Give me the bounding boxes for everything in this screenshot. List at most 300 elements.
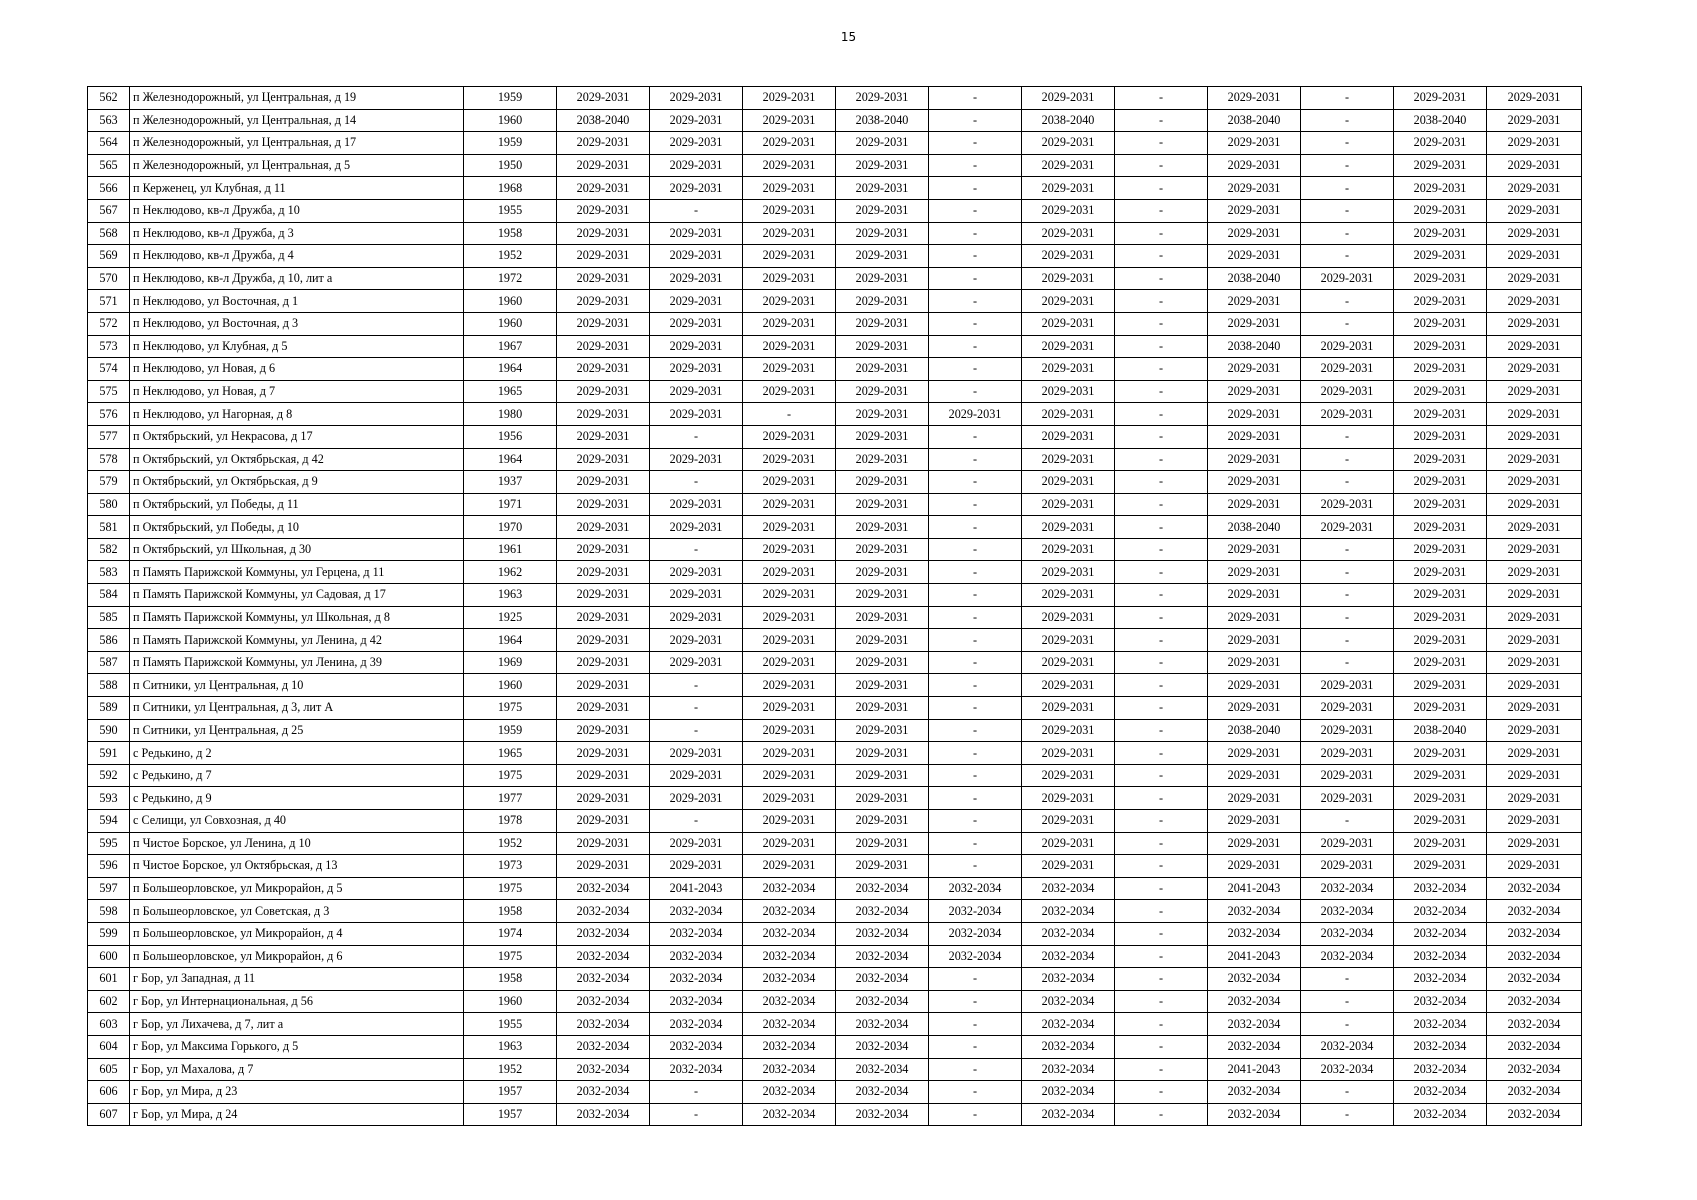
period-cell-8: 2041-2043 (1208, 877, 1301, 900)
period-cell-8: 2032-2034 (1208, 990, 1301, 1013)
period-cell-2: 2029-2031 (650, 651, 743, 674)
period-cell-7: - (1115, 154, 1208, 177)
period-cell-8: 2029-2031 (1208, 606, 1301, 629)
period-cell-9: - (1301, 199, 1394, 222)
period-cell-1: 2032-2034 (557, 922, 650, 945)
period-cell-10: 2029-2031 (1394, 764, 1487, 787)
period-cell-10: 2029-2031 (1394, 471, 1487, 494)
period-cell-8: 2029-2031 (1208, 471, 1301, 494)
period-cell-11: 2029-2031 (1487, 697, 1582, 720)
table-row (88, 358, 1582, 381)
row-number-cell: 568 (88, 222, 130, 245)
period-cell-3: 2029-2031 (743, 584, 836, 607)
address-cell: п Неклюдово, ул Клубная, д 5 (130, 335, 464, 358)
period-cell-6: 2029-2031 (1022, 516, 1115, 539)
period-cell-1: 2029-2031 (557, 493, 650, 516)
row-number-cell: 571 (88, 290, 130, 313)
address-cell: п Неклюдово, кв-л Дружба, д 10, лит а (130, 267, 464, 290)
row-number-cell: 596 (88, 855, 130, 878)
period-cell-7: - (1115, 538, 1208, 561)
period-cell-9: - (1301, 425, 1394, 448)
period-cell-3: 2029-2031 (743, 132, 836, 155)
period-cell-3: 2032-2034 (743, 1013, 836, 1036)
period-cell-5: - (929, 448, 1022, 471)
build-year-cell: 1958 (464, 900, 557, 923)
address-cell: п Октябрьский, ул Октябрьская, д 42 (130, 448, 464, 471)
period-cell-6: 2029-2031 (1022, 561, 1115, 584)
period-cell-3: 2032-2034 (743, 968, 836, 991)
address-cell: п Память Парижской Коммуны, ул Садовая, д 17 (130, 584, 464, 607)
period-cell-7: - (1115, 312, 1208, 335)
build-year-cell: 1960 (464, 312, 557, 335)
build-year-cell: 1955 (464, 1013, 557, 1036)
period-cell-6: 2029-2031 (1022, 493, 1115, 516)
period-cell-11: 2029-2031 (1487, 403, 1582, 426)
build-year-cell: 1960 (464, 674, 557, 697)
period-cell-2: 2032-2034 (650, 1035, 743, 1058)
period-cell-8: 2029-2031 (1208, 810, 1301, 833)
period-cell-4: 2032-2034 (836, 1081, 929, 1104)
period-cell-4: 2029-2031 (836, 764, 929, 787)
period-cell-2: 2029-2031 (650, 177, 743, 200)
period-cell-6: 2029-2031 (1022, 810, 1115, 833)
period-cell-11: 2029-2031 (1487, 584, 1582, 607)
build-year-cell: 1964 (464, 629, 557, 652)
period-cell-3: 2029-2031 (743, 855, 836, 878)
address-cell: г Бор, ул Мира, д 23 (130, 1081, 464, 1104)
row-number-cell: 589 (88, 697, 130, 720)
period-cell-9: - (1301, 87, 1394, 110)
period-cell-11: 2032-2034 (1487, 1103, 1582, 1126)
table-body (88, 87, 1582, 1126)
period-cell-11: 2029-2031 (1487, 674, 1582, 697)
period-cell-6: 2032-2034 (1022, 922, 1115, 945)
row-number-cell: 576 (88, 403, 130, 426)
period-cell-10: 2029-2031 (1394, 493, 1487, 516)
build-year-cell: 1959 (464, 132, 557, 155)
period-cell-5: 2032-2034 (929, 877, 1022, 900)
period-cell-11: 2029-2031 (1487, 199, 1582, 222)
period-cell-1: 2029-2031 (557, 606, 650, 629)
table-row (88, 177, 1582, 200)
period-cell-8: 2029-2031 (1208, 855, 1301, 878)
period-cell-8: 2029-2031 (1208, 87, 1301, 110)
period-cell-11: 2029-2031 (1487, 132, 1582, 155)
period-cell-11: 2029-2031 (1487, 448, 1582, 471)
period-cell-5: - (929, 425, 1022, 448)
period-cell-3: 2029-2031 (743, 787, 836, 810)
period-cell-11: 2029-2031 (1487, 380, 1582, 403)
row-number-cell: 573 (88, 335, 130, 358)
table-row (88, 832, 1582, 855)
period-cell-9: 2029-2031 (1301, 516, 1394, 539)
period-cell-1: 2029-2031 (557, 787, 650, 810)
period-cell-11: 2032-2034 (1487, 1035, 1582, 1058)
period-cell-4: 2029-2031 (836, 697, 929, 720)
period-cell-10: 2029-2031 (1394, 584, 1487, 607)
address-cell: п Ситники, ул Центральная, д 25 (130, 719, 464, 742)
period-cell-4: 2029-2031 (836, 177, 929, 200)
period-cell-3: 2029-2031 (743, 335, 836, 358)
period-cell-7: - (1115, 132, 1208, 155)
period-cell-7: - (1115, 425, 1208, 448)
period-cell-2: 2029-2031 (650, 787, 743, 810)
period-cell-10: 2029-2031 (1394, 448, 1487, 471)
period-cell-5: - (929, 674, 1022, 697)
address-cell: п Большеорловское, ул Советская, д 3 (130, 900, 464, 923)
period-cell-10: 2032-2034 (1394, 990, 1487, 1013)
period-cell-10: 2029-2031 (1394, 290, 1487, 313)
period-cell-10: 2029-2031 (1394, 358, 1487, 381)
period-cell-9: - (1301, 312, 1394, 335)
period-cell-9: - (1301, 222, 1394, 245)
period-cell-10: 2029-2031 (1394, 606, 1487, 629)
period-cell-9: 2029-2031 (1301, 493, 1394, 516)
period-cell-2: 2032-2034 (650, 900, 743, 923)
period-cell-6: 2029-2031 (1022, 154, 1115, 177)
period-cell-3: 2032-2034 (743, 990, 836, 1013)
build-year-cell: 1963 (464, 584, 557, 607)
build-year-cell: 1958 (464, 968, 557, 991)
table-row (88, 267, 1582, 290)
address-cell: п Память Парижской Коммуны, ул Школьная, д 8 (130, 606, 464, 629)
period-cell-7: - (1115, 832, 1208, 855)
table-row (88, 990, 1582, 1013)
period-cell-10: 2032-2034 (1394, 1035, 1487, 1058)
period-cell-5: - (929, 132, 1022, 155)
period-cell-11: 2032-2034 (1487, 968, 1582, 991)
period-cell-11: 2029-2031 (1487, 290, 1582, 313)
period-cell-3: 2029-2031 (743, 380, 836, 403)
period-cell-9: 2029-2031 (1301, 403, 1394, 426)
period-cell-8: 2032-2034 (1208, 1103, 1301, 1126)
build-year-cell: 1960 (464, 109, 557, 132)
period-cell-2: - (650, 471, 743, 494)
build-year-cell: 1965 (464, 742, 557, 765)
period-cell-5: - (929, 742, 1022, 765)
period-cell-1: 2029-2031 (557, 380, 650, 403)
period-cell-6: 2032-2034 (1022, 1035, 1115, 1058)
address-cell: п Ситники, ул Центральная, д 3, лит А (130, 697, 464, 720)
address-cell: п Большеорловское, ул Микрорайон, д 6 (130, 945, 464, 968)
row-number-cell: 569 (88, 245, 130, 268)
period-cell-6: 2029-2031 (1022, 448, 1115, 471)
period-cell-5: - (929, 561, 1022, 584)
period-cell-8: 2038-2040 (1208, 335, 1301, 358)
period-cell-6: 2032-2034 (1022, 1103, 1115, 1126)
period-cell-3: 2029-2031 (743, 267, 836, 290)
period-cell-4: 2029-2031 (836, 629, 929, 652)
period-cell-9: 2029-2031 (1301, 832, 1394, 855)
period-cell-7: - (1115, 674, 1208, 697)
period-cell-2: - (650, 1081, 743, 1104)
row-number-cell: 602 (88, 990, 130, 1013)
period-cell-2: 2029-2031 (650, 629, 743, 652)
period-cell-2: - (650, 199, 743, 222)
period-cell-8: 2029-2031 (1208, 538, 1301, 561)
period-cell-4: 2032-2034 (836, 1103, 929, 1126)
period-cell-4: 2029-2031 (836, 787, 929, 810)
period-cell-6: 2029-2031 (1022, 403, 1115, 426)
table-row (88, 606, 1582, 629)
address-cell: г Бор, ул Мира, д 24 (130, 1103, 464, 1126)
build-year-cell: 1965 (464, 380, 557, 403)
period-cell-8: 2029-2031 (1208, 177, 1301, 200)
period-cell-9: - (1301, 448, 1394, 471)
period-cell-4: 2029-2031 (836, 561, 929, 584)
period-cell-11: 2029-2031 (1487, 561, 1582, 584)
period-cell-7: - (1115, 742, 1208, 765)
period-cell-8: 2029-2031 (1208, 132, 1301, 155)
period-cell-7: - (1115, 199, 1208, 222)
period-cell-7: - (1115, 764, 1208, 787)
period-cell-6: 2029-2031 (1022, 787, 1115, 810)
period-cell-9: 2032-2034 (1301, 900, 1394, 923)
period-cell-10: 2029-2031 (1394, 132, 1487, 155)
period-cell-2: 2041-2043 (650, 877, 743, 900)
period-cell-7: - (1115, 1035, 1208, 1058)
period-cell-10: 2032-2034 (1394, 1081, 1487, 1104)
period-cell-11: 2029-2031 (1487, 222, 1582, 245)
period-cell-1: 2029-2031 (557, 335, 650, 358)
table-row (88, 1103, 1582, 1126)
housing-repair-schedule-table (87, 86, 1582, 1126)
period-cell-4: 2038-2040 (836, 109, 929, 132)
period-cell-10: 2029-2031 (1394, 787, 1487, 810)
address-cell: п Неклюдово, кв-л Дружба, д 10 (130, 199, 464, 222)
period-cell-11: 2032-2034 (1487, 990, 1582, 1013)
period-cell-1: 2029-2031 (557, 764, 650, 787)
period-cell-8: 2038-2040 (1208, 516, 1301, 539)
period-cell-4: 2029-2031 (836, 471, 929, 494)
row-number-cell: 594 (88, 810, 130, 833)
period-cell-3: 2029-2031 (743, 606, 836, 629)
period-cell-9: - (1301, 629, 1394, 652)
period-cell-1: 2029-2031 (557, 267, 650, 290)
period-cell-6: 2029-2031 (1022, 335, 1115, 358)
period-cell-1: 2029-2031 (557, 538, 650, 561)
period-cell-7: - (1115, 561, 1208, 584)
period-cell-10: 2029-2031 (1394, 629, 1487, 652)
period-cell-7: - (1115, 606, 1208, 629)
address-cell: п Железнодорожный, ул Центральная, д 19 (130, 87, 464, 110)
row-number-cell: 585 (88, 606, 130, 629)
table-row (88, 922, 1582, 945)
table-row (88, 493, 1582, 516)
period-cell-1: 2029-2031 (557, 245, 650, 268)
period-cell-5: - (929, 87, 1022, 110)
address-cell: п Октябрьский, ул Октябрьская, д 9 (130, 471, 464, 494)
period-cell-1: 2029-2031 (557, 584, 650, 607)
period-cell-11: 2032-2034 (1487, 945, 1582, 968)
period-cell-9: 2029-2031 (1301, 380, 1394, 403)
period-cell-10: 2029-2031 (1394, 810, 1487, 833)
period-cell-7: - (1115, 584, 1208, 607)
build-year-cell: 1974 (464, 922, 557, 945)
address-cell: п Неклюдово, кв-л Дружба, д 4 (130, 245, 464, 268)
period-cell-10: 2032-2034 (1394, 945, 1487, 968)
row-number-cell: 564 (88, 132, 130, 155)
table-row (88, 855, 1582, 878)
period-cell-9: 2032-2034 (1301, 922, 1394, 945)
period-cell-2: 2029-2031 (650, 855, 743, 878)
period-cell-2: - (650, 697, 743, 720)
period-cell-8: 2029-2031 (1208, 380, 1301, 403)
period-cell-1: 2029-2031 (557, 742, 650, 765)
build-year-cell: 1964 (464, 358, 557, 381)
build-year-cell: 1972 (464, 267, 557, 290)
period-cell-8: 2032-2034 (1208, 1035, 1301, 1058)
period-cell-5: - (929, 154, 1022, 177)
period-cell-9: - (1301, 154, 1394, 177)
table-row (88, 629, 1582, 652)
period-cell-6: 2029-2031 (1022, 764, 1115, 787)
period-cell-2: 2029-2031 (650, 245, 743, 268)
address-cell: п Память Парижской Коммуны, ул Герцена, д 11 (130, 561, 464, 584)
period-cell-3: 2029-2031 (743, 651, 836, 674)
period-cell-10: 2029-2031 (1394, 312, 1487, 335)
period-cell-8: 2029-2031 (1208, 425, 1301, 448)
table-row (88, 425, 1582, 448)
row-number-cell: 597 (88, 877, 130, 900)
build-year-cell: 1970 (464, 516, 557, 539)
row-number-cell: 563 (88, 109, 130, 132)
period-cell-11: 2029-2031 (1487, 629, 1582, 652)
period-cell-10: 2029-2031 (1394, 87, 1487, 110)
period-cell-11: 2029-2031 (1487, 245, 1582, 268)
row-number-cell: 584 (88, 584, 130, 607)
table-row (88, 1013, 1582, 1036)
table-row (88, 719, 1582, 742)
period-cell-1: 2029-2031 (557, 87, 650, 110)
period-cell-8: 2029-2031 (1208, 154, 1301, 177)
period-cell-4: 2029-2031 (836, 425, 929, 448)
period-cell-7: - (1115, 810, 1208, 833)
period-cell-3: 2032-2034 (743, 1058, 836, 1081)
table-row (88, 290, 1582, 313)
period-cell-3: 2029-2031 (743, 448, 836, 471)
address-cell: п Октябрьский, ул Школьная, д 30 (130, 538, 464, 561)
period-cell-10: 2032-2034 (1394, 1013, 1487, 1036)
build-year-cell: 1955 (464, 199, 557, 222)
period-cell-7: - (1115, 945, 1208, 968)
period-cell-6: 2029-2031 (1022, 651, 1115, 674)
period-cell-9: - (1301, 1103, 1394, 1126)
period-cell-2: 2032-2034 (650, 968, 743, 991)
period-cell-2: 2029-2031 (650, 267, 743, 290)
table-row (88, 1081, 1582, 1104)
row-number-cell: 591 (88, 742, 130, 765)
period-cell-10: 2032-2034 (1394, 968, 1487, 991)
period-cell-3: 2032-2034 (743, 1103, 836, 1126)
table-row (88, 538, 1582, 561)
period-cell-4: 2029-2031 (836, 132, 929, 155)
period-cell-9: 2032-2034 (1301, 1058, 1394, 1081)
period-cell-2: - (650, 425, 743, 448)
row-number-cell: 583 (88, 561, 130, 584)
row-number-cell: 600 (88, 945, 130, 968)
period-cell-8: 2029-2031 (1208, 561, 1301, 584)
row-number-cell: 601 (88, 968, 130, 991)
period-cell-6: 2029-2031 (1022, 674, 1115, 697)
period-cell-9: - (1301, 109, 1394, 132)
period-cell-5: - (929, 832, 1022, 855)
period-cell-4: 2032-2034 (836, 990, 929, 1013)
address-cell: г Бор, ул Максима Горького, д 5 (130, 1035, 464, 1058)
row-number-cell: 575 (88, 380, 130, 403)
page-number: 15 (840, 30, 857, 44)
period-cell-2: 2029-2031 (650, 87, 743, 110)
period-cell-7: - (1115, 290, 1208, 313)
period-cell-7: - (1115, 719, 1208, 742)
build-year-cell: 1978 (464, 810, 557, 833)
period-cell-2: 2029-2031 (650, 154, 743, 177)
period-cell-5: - (929, 358, 1022, 381)
period-cell-6: 2029-2031 (1022, 290, 1115, 313)
table-row (88, 312, 1582, 335)
period-cell-6: 2029-2031 (1022, 199, 1115, 222)
period-cell-7: - (1115, 651, 1208, 674)
period-cell-10: 2029-2031 (1394, 674, 1487, 697)
build-year-cell: 1957 (464, 1081, 557, 1104)
period-cell-4: 2029-2031 (836, 154, 929, 177)
period-cell-11: 2029-2031 (1487, 764, 1582, 787)
period-cell-11: 2029-2031 (1487, 358, 1582, 381)
period-cell-9: 2029-2031 (1301, 855, 1394, 878)
period-cell-11: 2029-2031 (1487, 855, 1582, 878)
table-row (88, 561, 1582, 584)
period-cell-7: - (1115, 968, 1208, 991)
period-cell-3: 2032-2034 (743, 1035, 836, 1058)
address-cell: п Ситники, ул Центральная, д 10 (130, 674, 464, 697)
period-cell-5: 2032-2034 (929, 900, 1022, 923)
period-cell-11: 2029-2031 (1487, 719, 1582, 742)
table-row (88, 900, 1582, 923)
address-cell: п Неклюдово, ул Восточная, д 1 (130, 290, 464, 313)
period-cell-8: 2029-2031 (1208, 403, 1301, 426)
period-cell-5: - (929, 719, 1022, 742)
period-cell-10: 2029-2031 (1394, 177, 1487, 200)
period-cell-4: 2029-2031 (836, 199, 929, 222)
period-cell-3: 2029-2031 (743, 538, 836, 561)
period-cell-6: 2029-2031 (1022, 380, 1115, 403)
period-cell-10: 2038-2040 (1394, 109, 1487, 132)
period-cell-11: 2029-2031 (1487, 651, 1582, 674)
period-cell-7: - (1115, 697, 1208, 720)
period-cell-9: - (1301, 810, 1394, 833)
build-year-cell: 1963 (464, 1035, 557, 1058)
period-cell-1: 2029-2031 (557, 855, 650, 878)
period-cell-7: - (1115, 471, 1208, 494)
period-cell-9: 2029-2031 (1301, 267, 1394, 290)
period-cell-5: - (929, 629, 1022, 652)
period-cell-9: 2029-2031 (1301, 764, 1394, 787)
period-cell-8: 2038-2040 (1208, 267, 1301, 290)
period-cell-4: 2029-2031 (836, 87, 929, 110)
period-cell-11: 2029-2031 (1487, 335, 1582, 358)
row-number-cell: 590 (88, 719, 130, 742)
address-cell: п Керженец, ул Клубная, д 11 (130, 177, 464, 200)
period-cell-2: - (650, 1103, 743, 1126)
period-cell-11: 2029-2031 (1487, 154, 1582, 177)
row-number-cell: 578 (88, 448, 130, 471)
row-number-cell: 604 (88, 1035, 130, 1058)
table-row (88, 109, 1582, 132)
row-number-cell: 567 (88, 199, 130, 222)
period-cell-9: - (1301, 177, 1394, 200)
period-cell-1: 2029-2031 (557, 290, 650, 313)
row-number-cell: 599 (88, 922, 130, 945)
